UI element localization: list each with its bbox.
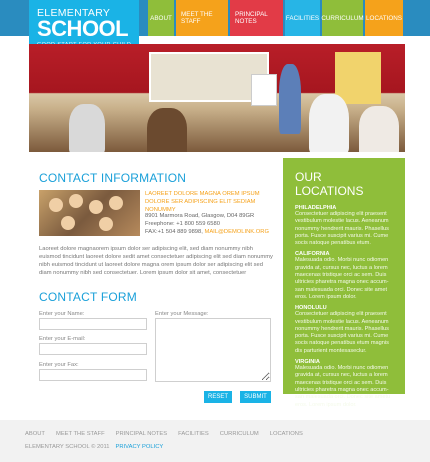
child-face — [109, 196, 123, 210]
children-photo — [39, 190, 140, 236]
location-text: Consectetuer adipiscing elit praesent vestibulum molestie lacus. Aeneanum nonummy hendrerit mauris. Phasellus porta. Fusce suscipit varius mi. Cume socis natoque penatibus etum magnis dis parturient montesaseclur. — [295, 311, 389, 354]
main-nav — [148, 0, 403, 36]
nav-locations[interactable]: LOCATIONS — [365, 0, 403, 36]
email-input[interactable] — [39, 343, 147, 355]
name-label: Enter your Name: — [39, 311, 85, 317]
email-link[interactable]: MAIL@DEMOLINK.ORG — [204, 229, 269, 235]
child-face — [89, 200, 103, 214]
footer-nav-facilities[interactable]: FACILITIES — [178, 431, 209, 437]
fax-input[interactable] — [39, 369, 147, 381]
nav-facilities[interactable]: FACILITIES — [285, 0, 320, 36]
footer-nav-principal-notes[interactable]: PRINCIPAL NOTES — [115, 431, 168, 437]
footer-nav-meet-the-staff[interactable]: MEET THE STAFF — [55, 431, 105, 437]
locations-title: OUR LOCATIONS — [295, 170, 364, 198]
location-city: HONOLULU — [295, 305, 327, 312]
footer-copyright — [25, 444, 163, 450]
location-city: CALIFORNIA — [295, 251, 330, 258]
contact-address-block — [145, 212, 275, 236]
footer — [0, 420, 430, 462]
footer-nav-about[interactable]: ABOUT — [25, 431, 45, 437]
freephone: Freephone: +1 800 559 6580 — [145, 221, 220, 227]
student — [147, 108, 187, 152]
nav-curriculum[interactable]: CURRICULUM — [322, 0, 363, 36]
email-label: Enter your E-mail: — [39, 336, 86, 342]
location-city: PHILADELPHIA — [295, 205, 337, 211]
logo-line2: SCHOOL — [37, 16, 129, 41]
location-text: Malesuada odio. Morbi nunc odiomen gravida at, cursus nec, luctus a lorem maecenas tristique orci ac sem. Duis ultricies pharetra magna onec accum-san malesuada orci. Donec site ametu eros. Lorem ipsum dolor. — [295, 365, 391, 408]
footer-nav-curriculum[interactable]: CURRICULUM — [219, 431, 259, 437]
child-face — [49, 198, 63, 212]
student — [309, 94, 349, 152]
message-label: Enter your Message: — [155, 311, 209, 317]
held-picture — [251, 74, 277, 106]
child-face — [99, 217, 113, 231]
address: 8901 Marmora Road, Glasgow, D04 89GR — [145, 213, 255, 219]
footer-nav — [25, 431, 303, 437]
student — [69, 104, 105, 152]
fax-label: Enter your Fax: — [39, 362, 79, 368]
contact-headline: LAOREET DOLORE MAGNA OREM IPSUM DOLORE SER ADIPISCING ELIT SEDIAM NONUMMY — [145, 191, 260, 213]
footer-nav-locations[interactable]: LOCATIONS — [269, 431, 303, 437]
fax-email-line — [145, 228, 275, 236]
logo-line1: ELEMENTARY — [37, 7, 111, 19]
name-input[interactable] — [39, 318, 147, 330]
student — [359, 106, 399, 152]
copyright-text: ELEMENTARY SCHOOL © 2011 — [25, 444, 110, 450]
contact-body-text: Laoreet dolore magnaorem ipsum dolor ser adipiscing elit, sed diam nonummy nibh euismod tincidunt laoreet dolore sedit amet consectetuer adipiscing elit sed diam nonummy nibh euismod tincidunt ut laoreet dolore magna orem ipsum dolor ser adipiscing elit sed diam nonummy nibh sed consectetuer. Lorem ipsum dolor sit amet, consectetuer — [39, 246, 273, 276]
location-city: VIRGINIA — [295, 359, 320, 366]
hero-classroom-image — [29, 44, 405, 152]
submit-button[interactable]: SUBMIT — [240, 391, 271, 403]
location-text: Consectetuer adipiscing elit praesent vestibulum molestie lacus. Aeneanum nonummy hendrerit mauris. Phasellus porta. Fusce suscipit varius mi. Cume socis natoque penatibus etum. — [295, 211, 389, 247]
nav-about[interactable]: ABOUT — [148, 0, 174, 36]
wall-chart — [335, 52, 381, 104]
child-face — [69, 194, 83, 208]
privacy-policy-link[interactable]: PRIVACY POLICY — [115, 444, 164, 450]
contact-info-title: CONTACT INFORMATION — [39, 171, 187, 185]
location-text: Malesuada odio. Morbi nunc odiomen gravida at, cursus nec, luctus a lorem maecenas tristique orci ac sem. Duis ultricies pharetra magna onec accum-san malesuada orci. Donec site amet eros. Lorem ipsum dolor. — [295, 257, 389, 300]
locations-panel — [283, 158, 405, 408]
fax: FAX:+1 504 889 9898, — [145, 229, 203, 235]
standing-student — [279, 64, 301, 134]
nav-meet-the-staff[interactable]: MEET THE STAFF — [176, 0, 228, 36]
message-textarea[interactable] — [155, 318, 271, 382]
reset-button[interactable]: RESET — [204, 391, 232, 403]
nav-principal-notes[interactable]: PRINCIPAL NOTES — [230, 0, 283, 36]
contact-form-title: CONTACT FORM — [39, 290, 137, 304]
child-face — [61, 216, 75, 230]
